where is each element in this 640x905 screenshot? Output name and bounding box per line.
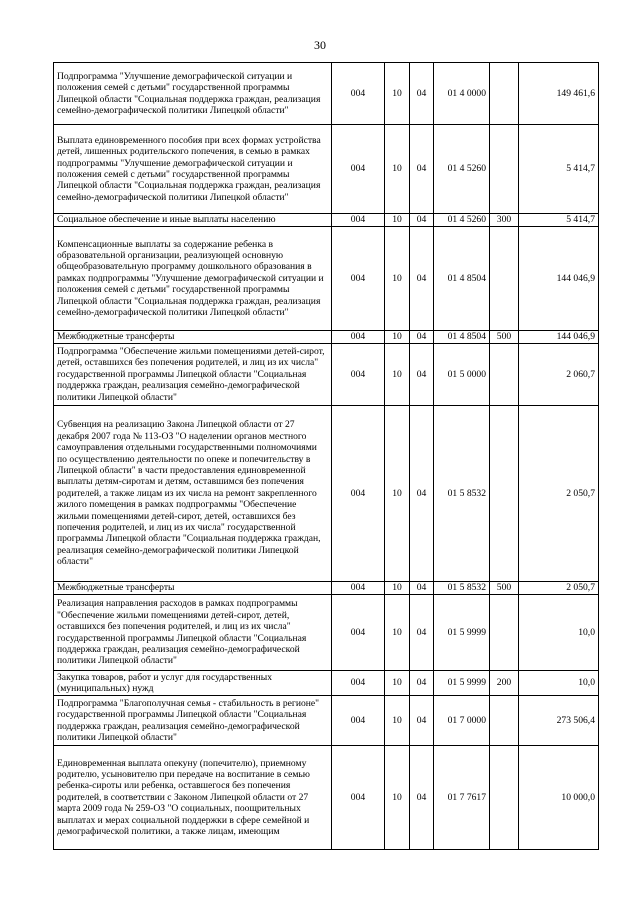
row-pr: 04: [410, 582, 434, 595]
row-ved: 004: [332, 582, 385, 595]
table-row: [54, 214, 599, 227]
row-csr: 01 4 5260: [434, 125, 490, 214]
row-name: Межбюджетные трансферты: [54, 582, 332, 595]
row-csr: 01 5 0000: [434, 344, 490, 406]
row-pr: 04: [410, 746, 434, 850]
table-row: [54, 671, 599, 696]
row-sum: 10,0: [519, 671, 599, 696]
row-sum: 2 060,7: [519, 344, 599, 406]
row-vr: [490, 63, 519, 125]
row-csr: 01 4 5260: [434, 214, 490, 227]
row-rz: 10: [385, 671, 410, 696]
row-sum: 2 050,7: [519, 582, 599, 595]
row-ved: 004: [332, 746, 385, 850]
row-rz: 10: [385, 214, 410, 227]
row-rz: 10: [385, 595, 410, 671]
row-pr: 04: [410, 331, 434, 344]
row-ved: 004: [332, 125, 385, 214]
row-name: Межбюджетные трансферты: [54, 331, 332, 344]
row-ved: 004: [332, 227, 385, 331]
row-vr: 200: [490, 671, 519, 696]
row-rz: 10: [385, 344, 410, 406]
row-name: Единовременная выплата опекуну (попечителю), приемному родителю, усыновителю при передаче на воспитание в семью ребенка-сироты или ребенка, оставшегося без попечения родителей, в соответствии с Законом Липецкой области от 27 марта 2009 года № 259-ОЗ "О социальных, поощрительных выплатах и мерах социальной поддержки в сфере семейной и демографической политики, а также лицам, имеющим: [54, 746, 332, 850]
row-csr: 01 4 8504: [434, 227, 490, 331]
row-vr: 300: [490, 214, 519, 227]
table-row: [54, 595, 599, 671]
row-ved: 004: [332, 331, 385, 344]
row-sum: 144 046,9: [519, 227, 599, 331]
row-ved: 004: [332, 595, 385, 671]
table-row: [54, 344, 599, 406]
row-vr: [490, 406, 519, 582]
row-csr: 01 7 7617: [434, 746, 490, 850]
row-csr: 01 5 9999: [434, 671, 490, 696]
row-ved: 004: [332, 671, 385, 696]
table-row: [54, 582, 599, 595]
row-rz: 10: [385, 582, 410, 595]
row-pr: 04: [410, 344, 434, 406]
row-sum: 149 461,6: [519, 63, 599, 125]
row-rz: 10: [385, 406, 410, 582]
row-name: Закупка товаров, работ и услуг для государственных (муниципальных) нужд: [54, 671, 332, 696]
row-csr: 01 5 8532: [434, 406, 490, 582]
row-vr: [490, 227, 519, 331]
row-pr: 04: [410, 696, 434, 746]
row-name: Реализация направления расходов в рамках подпрограммы "Обеспечение жильми помещениями детей-сирот, детей, оставшихся без попечения родителей, и лиц из их числа" государственной программы Липецкой области "Социальная поддержка граждан, реализация семейно-демографической политики Липецкой области": [54, 595, 332, 671]
row-csr: 01 4 8504: [434, 331, 490, 344]
row-pr: 04: [410, 671, 434, 696]
row-rz: 10: [385, 63, 410, 125]
row-name: Компенсационные выплаты за содержание ребенка в образовательной организации, реализующей основную общеобразовательную программу дошкольного образования в рамках подпрограммы "Улучшение демографической ситуации и положения семей с детьми" государственной программы Липецкой области "Социальная поддержка граждан, реализация семейно-демографической политики Липецкой области": [54, 227, 332, 331]
page-number: 30: [314, 38, 326, 52]
row-sum: 5 414,7: [519, 125, 599, 214]
row-vr: 500: [490, 331, 519, 344]
row-pr: 04: [410, 63, 434, 125]
row-pr: 04: [410, 214, 434, 227]
table-row: [54, 406, 599, 582]
table-row: [54, 746, 599, 850]
row-vr: [490, 344, 519, 406]
table-row: [54, 331, 599, 344]
table-row: [54, 696, 599, 746]
row-sum: 144 046,9: [519, 331, 599, 344]
row-name: Субвенция на реализацию Закона Липецкой области от 27 декабря 2007 года № 113-ОЗ "О наделении органов местного самоуправления отдельными государственными полномочиями по осуществлению деятельности по опеке и попечительству в Липецкой области" в части предоставления единовременной выплаты детям-сиротам и детям, оставшимся без попечения родителей, а также лицам из их числа на ремонт закрепленного жилого помещения в рамках подпрограммы "Обеспечение жильми помещениями детей-сирот, детей, оставшихся без попечения родителей, и лиц из их числа" государственной программы Липецкой области "Социальная поддержка граждан, реализация семейно-демографической политики Липецкой области": [54, 406, 332, 582]
row-sum: 2 050,7: [519, 406, 599, 582]
row-pr: 04: [410, 125, 434, 214]
row-csr: 01 5 8532: [434, 582, 490, 595]
row-rz: 10: [385, 331, 410, 344]
row-vr: 500: [490, 582, 519, 595]
table-row: [54, 63, 599, 125]
row-sum: 5 414,7: [519, 214, 599, 227]
row-csr: 01 4 0000: [434, 63, 490, 125]
budget-table: [53, 62, 599, 850]
row-rz: 10: [385, 746, 410, 850]
row-vr: [490, 696, 519, 746]
row-name: Подпрограмма "Улучшение демографической ситуации и положения семей с детьми" государственной программы Липецкой области "Социальная поддержка граждан, реализация семейно-демографической политики Липецкой области": [54, 63, 332, 125]
row-ved: 004: [332, 696, 385, 746]
budget-table-body: [54, 63, 599, 850]
row-pr: 04: [410, 227, 434, 331]
row-csr: 01 5 9999: [434, 595, 490, 671]
row-pr: 04: [410, 406, 434, 582]
row-name: Выплата единовременного пособия при всех формах устройства детей, лишенных родительского попечения, в семью в рамках подпрограммы "Улучшение демографической ситуации и положения семей с детьми" государственной программы Липецкой области "Социальная поддержка граждан, реализация семейно-демографической политики Липецкой области": [54, 125, 332, 214]
row-sum: 10,0: [519, 595, 599, 671]
row-ved: 004: [332, 344, 385, 406]
row-name: Подпрограмма "Благополучная семья - стабильность в регионе" государственной программы Липецкой области "Социальная поддержка граждан, реализация семейно-демографической политики Липецкой области": [54, 696, 332, 746]
row-rz: 10: [385, 696, 410, 746]
row-vr: [490, 125, 519, 214]
row-ved: 004: [332, 214, 385, 227]
row-name: Социальное обеспечение и иные выплаты населению: [54, 214, 332, 227]
table-row: [54, 125, 599, 214]
row-vr: [490, 746, 519, 850]
row-vr: [490, 595, 519, 671]
row-csr: 01 7 0000: [434, 696, 490, 746]
row-ved: 004: [332, 406, 385, 582]
row-name: Подпрограмма "Обеспечение жильми помещениями детей-сирот, детей, оставшихся без попечения родителей, и лиц из их числа" государственной программы Липецкой области "Социальная поддержка граждан, реализация семейно-демографической политики Липецкой области": [54, 344, 332, 406]
row-rz: 10: [385, 125, 410, 214]
row-pr: 04: [410, 595, 434, 671]
row-sum: 10 000,0: [519, 746, 599, 850]
row-rz: 10: [385, 227, 410, 331]
row-ved: 004: [332, 63, 385, 125]
row-sum: 273 506,4: [519, 696, 599, 746]
table-row: [54, 227, 599, 331]
